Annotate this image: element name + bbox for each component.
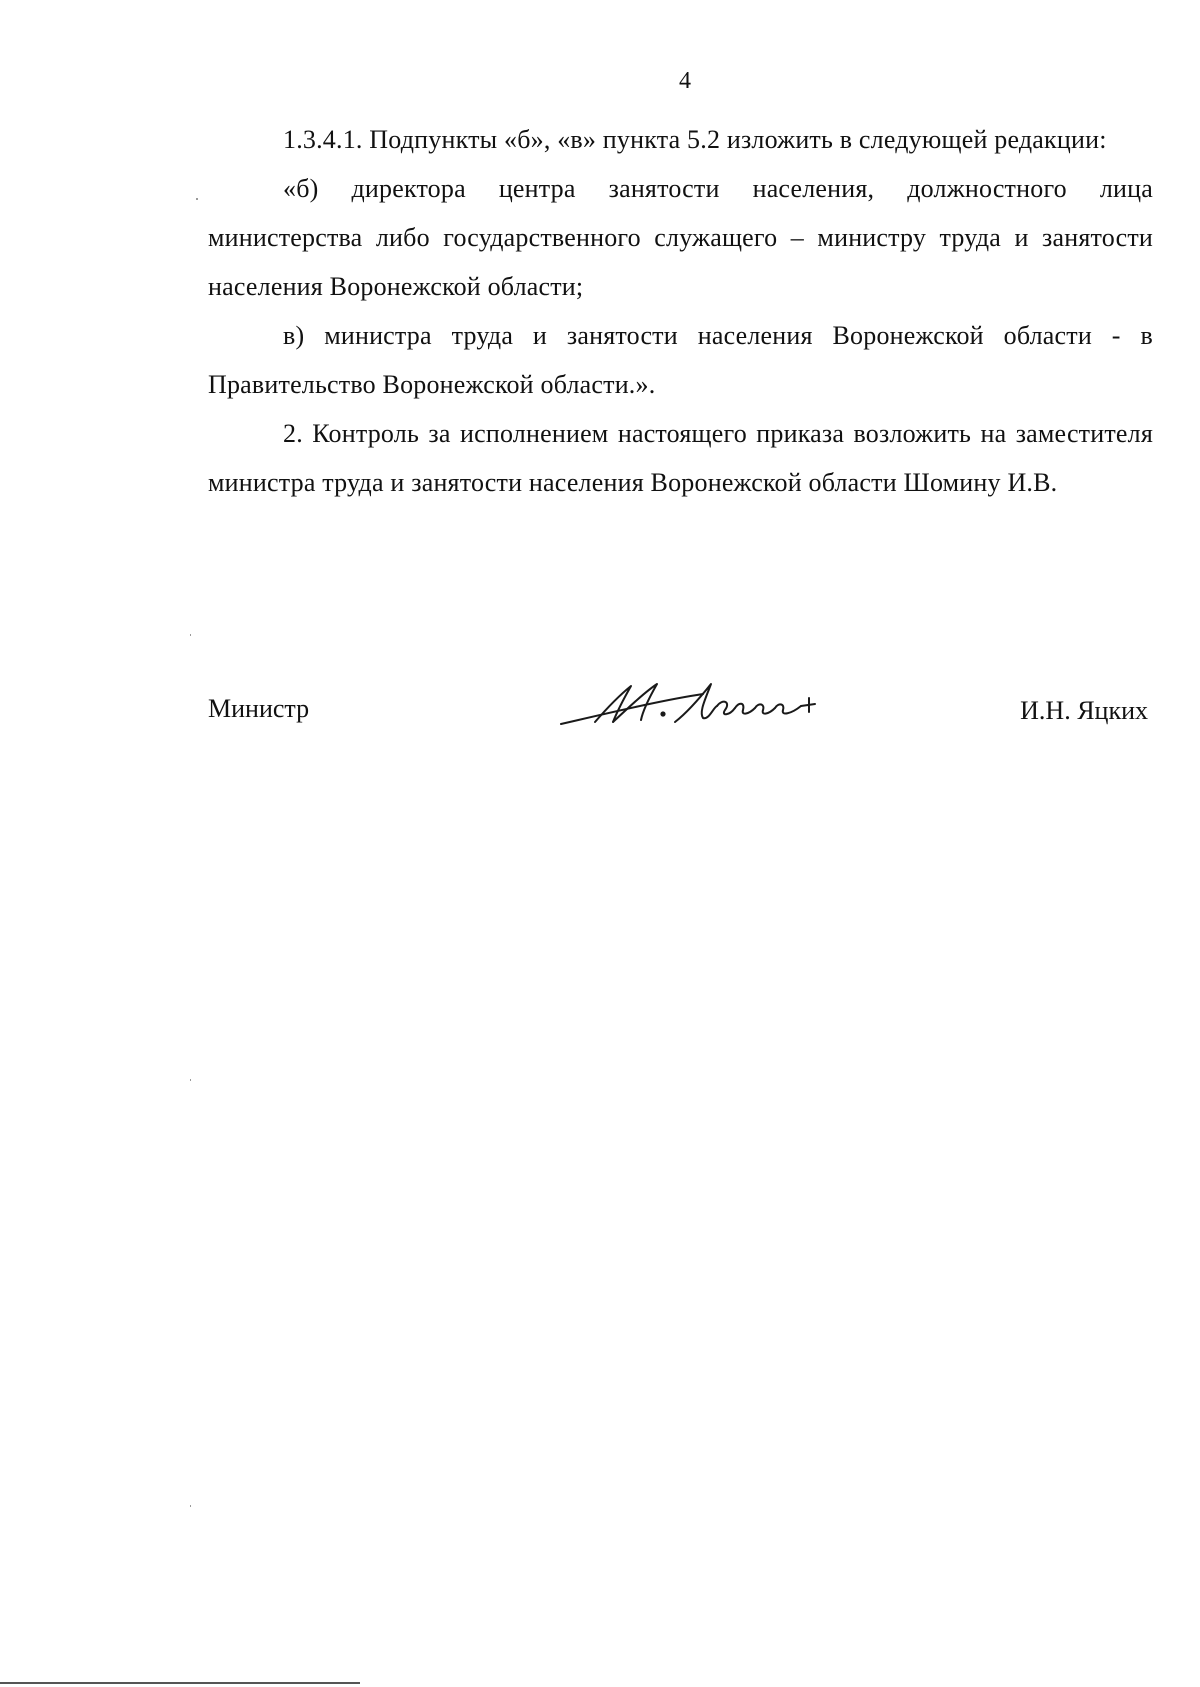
paragraph-subitem-b: «б) директора центра занятости населения, должностного лица министерства либо государственного служащего – министру труда и занятости населения Воронежской области; [208, 174, 1153, 301]
paragraph-control: 2. Контроль за исполнением настоящего приказа возложить на заместителя министра труда и занятости населения Воронежской области Шомину И.В. [208, 419, 1153, 497]
signatory-name: И.Н. Яцких [1020, 696, 1148, 725]
paragraph-amendment-intro: 1.3.4.1. Подпункты «б», «в» пункта 5.2 изложить в следующей редакции: [283, 125, 1107, 154]
scan-speck [190, 634, 191, 636]
paragraph-subitem-v: в) министра труда и занятости населения Воронежской области - в Правительство Воронежской области.». [208, 321, 1153, 399]
signature-block [208, 672, 1148, 752]
scan-speck [196, 198, 198, 200]
scan-speck [190, 1079, 191, 1081]
page-number: 4 [679, 68, 691, 94]
scan-speck [190, 1505, 191, 1507]
document-body [208, 115, 1153, 507]
signatory-title: Министр [208, 694, 310, 723]
bottom-edge-line [0, 1682, 360, 1684]
handwritten-signature [553, 672, 853, 742]
